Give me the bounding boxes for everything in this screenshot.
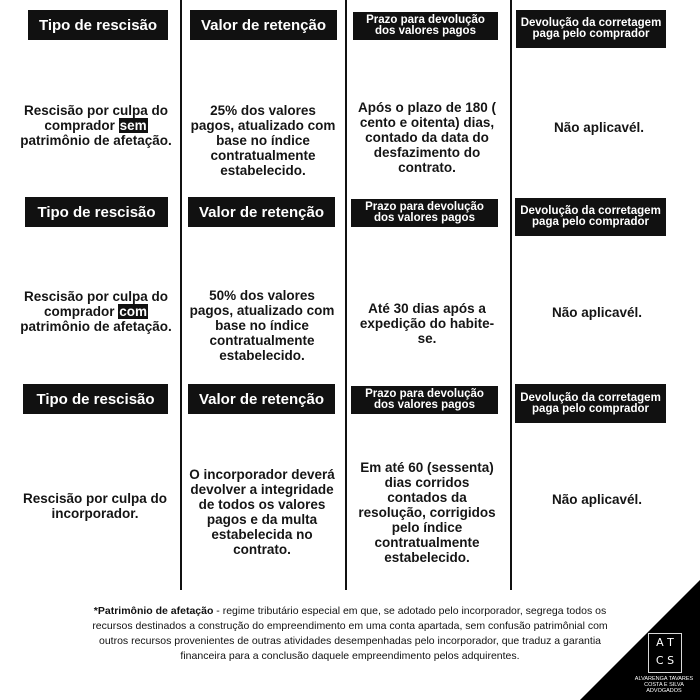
row-2-prazo: Até 30 dias após a expedição do habite-se. [359,301,495,346]
row-1-devolucao: Não aplicavél. [553,120,645,135]
header-tipo-rescisao: Tipo de rescisão [28,10,168,40]
row-1-tipo [14,103,178,148]
row-2-devolucao: Não aplicavél. [551,305,643,320]
row-1-valor: 25% dos valores pagos, atualizado com base no índice contratualmente estabelecido. [190,103,336,178]
header-tipo-rescisao: Tipo de rescisão [25,197,168,227]
column-divider [345,0,347,590]
logo-name-line-2: COSTA E SILVA [644,682,684,688]
logo-letters-bottom: C S [655,654,675,667]
header-prazo-devolucao: Prazo para devolução dos valores pagos [351,386,498,414]
row-2-tipo-post: patrimônio de afetação. [20,319,172,334]
row-3-tipo: Rescisão por culpa do incorporador. [22,491,168,521]
row-1-tipo-pre: Rescisão por culpa do comprador [23,103,169,133]
header-devolucao-corretagem: Devolução da corretagem paga pelo comprador [516,10,666,48]
logo-monogram [648,633,682,673]
header-devolucao-corretagem: Devolução da corretagem paga pelo comprador [515,198,666,236]
footnote-text: - regime tributário especial em que, se adotado pelo incorporador, segrega todos os recursos destinados a construção do empreendimento em uma conta apartada, sem confusão patrimônial com outros recursos provenientes de outras atividades desempenhadas pelo incorporador, que traduz a garantia financeira para a conclusão daquele empreendimento pelos adquirentes. [92,605,608,662]
header-valor-retencao: Valor de retenção [190,10,337,40]
row-1-tipo-post: patrimônio de afetação. [20,133,172,148]
header-prazo-devolucao: Prazo para devolução dos valores pagos [351,199,498,227]
column-divider [510,0,512,590]
header-valor-retencao: Valor de retenção [188,197,335,227]
logo-name-line-1: ALVARENGA TAVARES [634,676,694,682]
footnote [90,604,610,664]
footnote-term: *Patrimônio de afetação [93,605,214,617]
highlight-sem: sem [119,118,147,133]
row-1-prazo: Após o plazo de 180 ( cento e oitenta) dias, contado da data do desfazimento do contrato. [357,100,497,175]
header-tipo-rescisao: Tipo de rescisão [23,384,168,414]
logo-name-line-3: ADVOGADOS [646,688,682,694]
row-2-tipo [14,289,178,334]
row-2-tipo-pre: Rescisão por culpa do comprador [23,289,169,319]
row-3-devolucao: Não aplicavél. [551,492,643,507]
header-prazo-devolucao: Prazo para devolução dos valores pagos [353,12,498,40]
header-valor-retencao: Valor de retenção [188,384,335,414]
header-devolucao-corretagem: Devolução da corretagem paga pelo comprador [515,384,666,423]
highlight-com: com [119,304,148,319]
row-2-valor: 50% dos valores pagos, atualizado com base no índice contratualmente estabelecido. [189,288,335,363]
logo-letters-top: A T [656,636,674,649]
row-3-prazo: Em até 60 (sessenta) dias corridos contados da resolução, corrigidos pelo índice contratualmente estabelecido. [358,460,496,565]
row-3-valor: O incorporador deverá devolver a integridade de todos os valores pagos e da multa estabelecida no contrato. [189,467,335,557]
logo-caption [628,676,700,694]
